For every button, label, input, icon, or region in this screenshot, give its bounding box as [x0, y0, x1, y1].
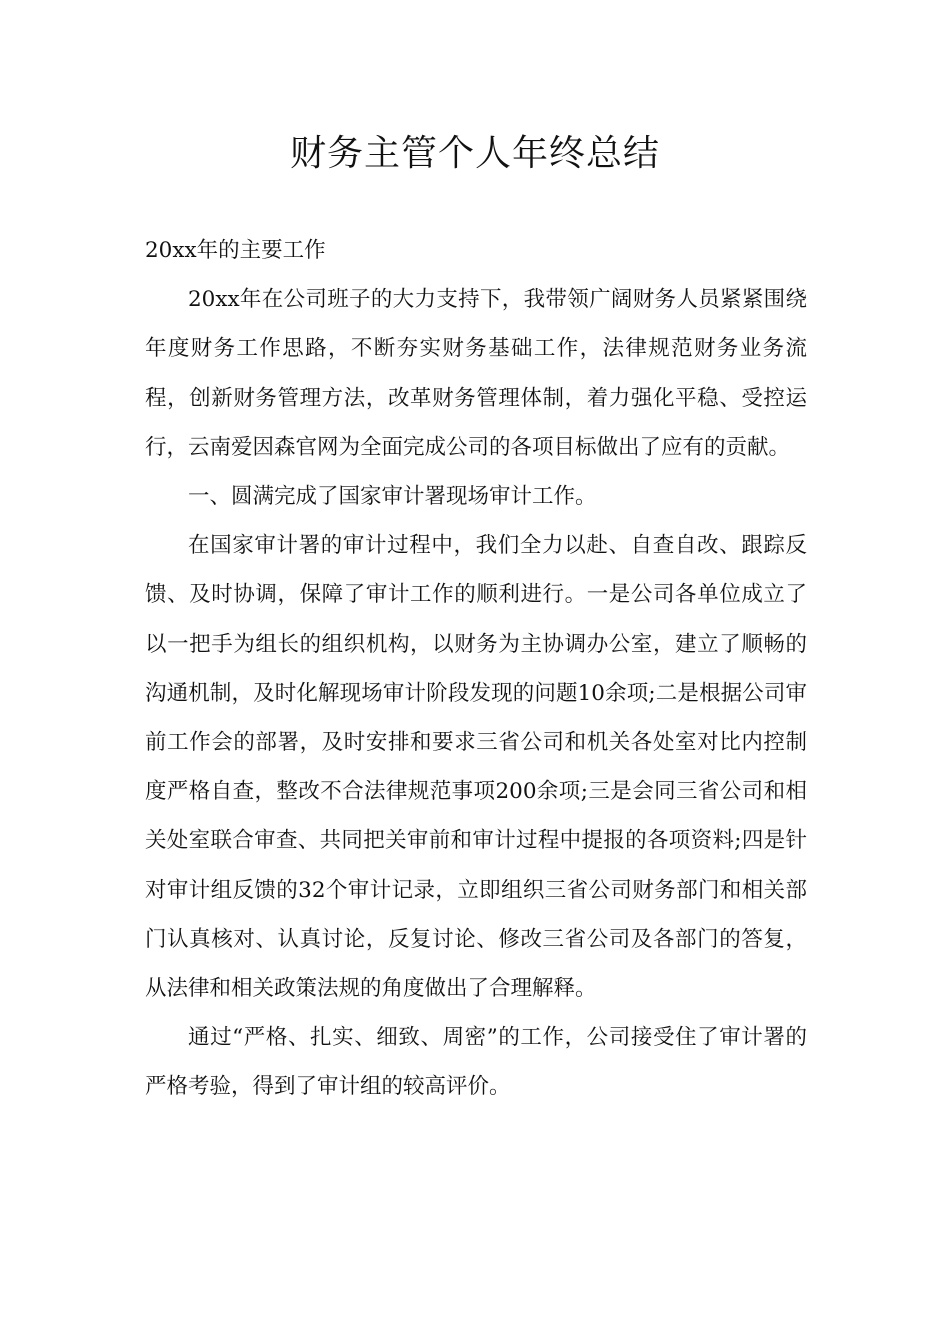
- paragraph-intro: 20xx年在公司班子的大力支持下，我带领广阔财务人员紧紧围绕年度财务工作思路，不断夯实财务基础工作，法律规范财务业务流程，创新财务管理方法，改革财务管理体制，着力强化平稳、受控运行，云南爱因森官网为全面完成公司的各项目标做出了应有的贡献。: [145, 287, 807, 460]
- paragraph-audit-result: 通过“严格、扎实、细致、周密”的工作，公司接受住了审计署的严格考验，得到了审计组的较高评价。: [145, 1025, 807, 1100]
- document-body: [145, 226, 807, 1112]
- paragraph-audit-heading: 一、圆满完成了国家审计署现场审计工作。: [188, 484, 597, 510]
- document-title: 财务主管个人年终总结: [289, 133, 660, 174]
- paragraph-audit-details: 在国家审计署的审计过程中，我们全力以赴、自查自改、跟踪反馈、及时协调，保障了审计工作的顺利进行。一是公司各单位成立了以一把手为组长的组织机构，以财务为主协调办公室，建立了顺畅的沟通机制，及时化解现场审计阶段发现的问题10余项;二是根据公司审前工作会的部署，及时安排和要求三省公司和机关各处室对比内控制度严格自查，整改不合法律规范事项200余项;三是会同三省公司和相关处室联合审查、共同把关审前和审计过程中提报的各项资料;四是针对审计组反馈的32个审计记录，立即组织三省公司财务部门和相关部门认真核对、认真讨论，反复讨论、修改三省公司及各部门的答复，从法律和相关政策法规的角度做出了合理解释。: [145, 533, 807, 1002]
- section-heading: 20xx年的主要工作: [145, 238, 326, 263]
